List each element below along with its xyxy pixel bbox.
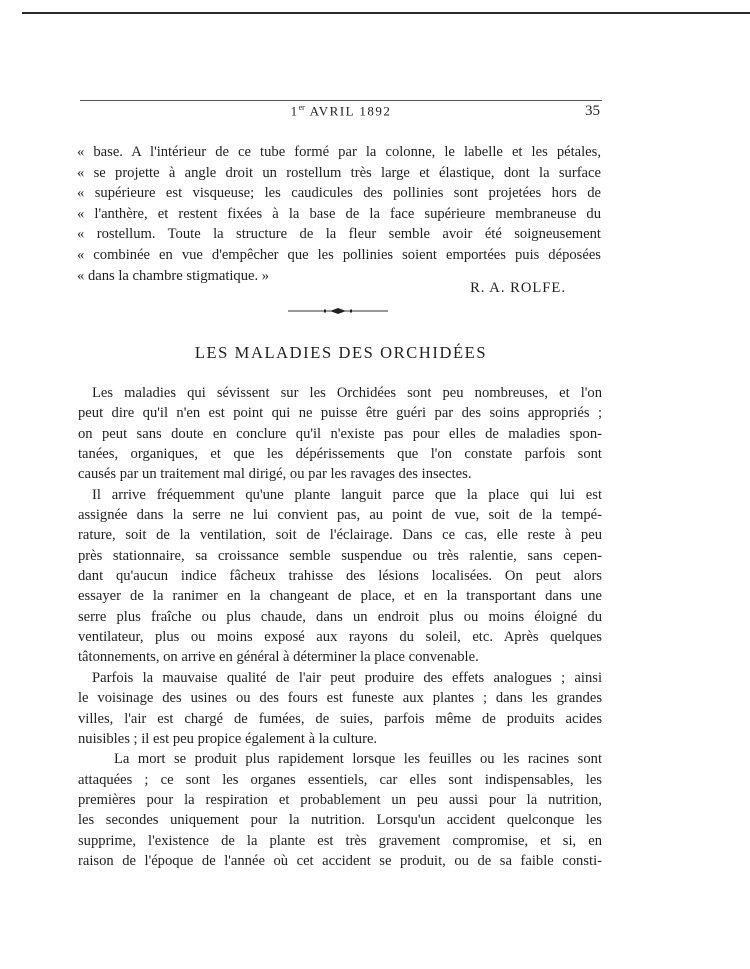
scan-edge-line	[22, 12, 750, 14]
quote-line: « rostellum. Toute la structure de la fleur semble avoir été soigneusement	[77, 226, 601, 243]
body-line: rature, soit de la ventilation, soit de l'éclairage. Dans ce cas, elle reste à peu	[78, 527, 602, 544]
quote-line: « dans la chambre stigmatique. »	[77, 267, 270, 284]
body-line: serre plus fraîche ou plus chaude, dans un endroit plus ou moins éloigné du	[78, 608, 602, 625]
body-line: assignée dans la serre ne lui convient pas, au point de vue, soit de la tempé-	[78, 507, 602, 524]
ornament-divider	[288, 306, 388, 316]
body-line: raison de l'époque de l'année où cet accident se produit, ou de sa faible consti-	[78, 852, 602, 869]
body-line: supprime, l'existence de la plante est très gravement compromise, et si, en	[78, 832, 602, 849]
body-line: Il arrive fréquemment qu'une plante languit parce que la place qui lui est	[92, 486, 602, 503]
page-number: 35	[585, 103, 600, 119]
body-line: villes, l'air est chargé de fumées, de suies, parfois même de produits acides	[78, 710, 602, 727]
body-line: attaquées ; ce sont les organes essentiels, car elles sont indispensables, les	[78, 771, 602, 788]
quote-line: « supérieure est visqueuse; les caudicules des pollinies sont projetées hors de	[77, 185, 601, 202]
body-line: près stationnaire, sa croissance semble suspendue ou très ralentie, sans cepen-	[78, 547, 602, 564]
quote-line: « combinée en vue d'empêcher que les pollinies soient emportées puis déposées	[77, 246, 601, 263]
article-body	[78, 383, 602, 871]
quote-block	[77, 142, 601, 286]
body-line: le voisinage des usines ou des fours est funeste aux plantes ; dans les grandes	[78, 690, 602, 707]
body-line: essayer de la ranimer en la changeant de place, et en la transportant dans une	[78, 588, 602, 605]
body-line: nuisibles ; il est peu propice également à la culture.	[78, 730, 378, 747]
header-date: 1er AVRIL 1892	[290, 103, 392, 119]
running-header	[80, 100, 602, 127]
body-line: Les maladies qui sévissent sur les Orchidées sont peu nombreuses, et l'on	[92, 385, 602, 401]
article-title: LES MALADIES DES ORCHIDÉES	[194, 343, 488, 362]
body-line: tâtonnements, on arrive en général à déterminer la place convenable.	[78, 649, 479, 666]
body-line: premières pour la respiration et probablement un peu aussi pour la nutrition,	[78, 791, 602, 808]
body-line: ventilateur, plus ou moins exposé aux rayons du soleil, etc. Après quelques	[78, 629, 602, 646]
quote-line: « se projette à angle droit un rostellum très large et élastique, dont la surface	[77, 164, 601, 181]
author-signature: R. A. ROLFE.	[470, 280, 566, 296]
body-line: tanées, organiques, et que les dépérissements que l'on constate parfois sont	[78, 446, 602, 463]
body-line: on peut sans doute en conclure qu'il n'existe pas pour elles de maladies spon-	[78, 425, 602, 442]
body-line: dant qu'aucun indice fâcheux trahisse des lésions localisées. On peut alors	[78, 568, 602, 585]
body-line: causés par un traitement mal dirigé, ou par les ravages des insectes.	[78, 466, 472, 483]
body-line: Parfois la mauvaise qualité de l'air peut produire des effets analogues ; ainsi	[92, 669, 602, 686]
body-line: les secondes uniquement pour la nutrition. Lorsqu'un accident quelconque les	[78, 812, 602, 829]
quote-line: « base. A l'intérieur de ce tube formé par la colonne, le labelle et les pétales,	[77, 144, 601, 160]
body-line: La mort se produit plus rapidement lorsque les feuilles ou les racines sont	[114, 751, 602, 768]
body-line: peut dire qu'il n'en est point qui ne puisse être guéri par des soins appropriés ;	[78, 405, 602, 422]
quote-line: « l'anthère, et restent fixées à la base de la face supérieure membraneuse du	[77, 205, 601, 222]
